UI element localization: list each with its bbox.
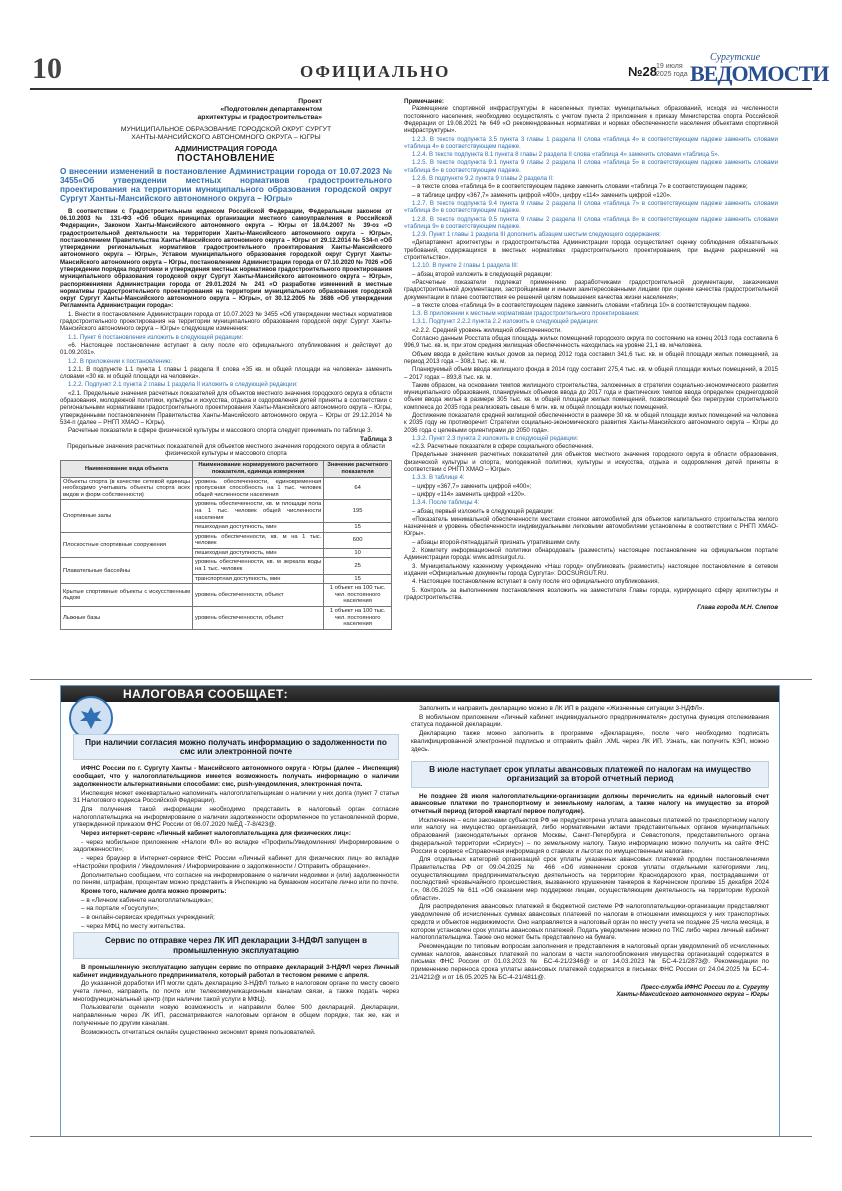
table-cell: 15 xyxy=(324,523,392,533)
clause: 4. Настоящее постановление вступает в силу после его официального опубликования. xyxy=(412,578,660,586)
table-cell: 10 xyxy=(324,548,392,558)
table-subtitle: Предельные значения расчетных показателей для объектов местного значения городского округа в области физической культуры и массового спорта xyxy=(67,442,385,458)
clause: – в таблице цифру «367,7» заменить цифрой «400», цифру «114» заменить цифрой «120». xyxy=(412,191,672,199)
article-title: Сервис по отправке через ЛК ИП декларации 3-НДФЛ запущен в промышленную эксплуатацию xyxy=(73,932,399,958)
article-title: При наличии согласия можно получать информацию о задолженности по смс или электронной почте xyxy=(73,734,399,760)
table-cell: уровень обеспеченности, единовременная пропускная способность на 1 тыс. человек общей численности населения xyxy=(193,477,324,500)
table-header-cell: Значение расчетного показателя xyxy=(324,461,392,477)
clause: «2.1. Предельные значения расчетных показателей для объектов местного значения городского округа в области образования, молодежной политики, культуры и искусства, отдыха и оздоровления детей приняты в соответствии с региональными нормативами градостроительного проектирования Ханты-Мансийского автономного округа – Югры, утвержденными постановлением Правительства Ханты-Мансийского автономного округа – Югры от 29.12.2014 № 534-п (далее – РНГП ХМАО – Югры). xyxy=(60,389,392,426)
table-cell: Лыжные базы xyxy=(61,607,193,630)
table-header-row xyxy=(61,461,392,477)
clause: Размещение спортивной инфраструктуры в населенных пунктах муниципальных образований, исходя из численности постоянного населения, необходимо осуществлять с учетом пункта 2 приложения к приказу Министерства спорта Российской Федерации от 19.08.2021 № 649 «О рекомендованных нормативах и нормах обеспеченности населения объектами спортивной инфраструктуры». xyxy=(404,105,778,135)
table-cell: уровень обеспеченности, кв. м зеркала воды на 1 тыс. человек xyxy=(193,558,324,574)
clause: Объем ввода в действие жилых домов за период 2012 года составил 341,6 тыс. кв. м общей площади жилых помещений, за период 2013 года – 308,1 тыс. кв. м. xyxy=(404,350,778,365)
clause: «Департамент архитектуры и градостроительства Администрации города осуществляет оценку соблюдения обязательных требований, содержащихся в местных нормативах градостроительного проектирования, при выдаче разрешений на строительство». xyxy=(404,239,778,262)
clause: «2.2.2. Средний уровень жилищной обеспеченности. xyxy=(412,326,562,334)
clause: 1.2.7. В тексте подпункта 9.4 пункта 9 главы 2 раздела II слова «таблица 7» в соответствующем падеже заменить словами «таблица 8» в соответствующем падеже. xyxy=(404,199,778,215)
table-cell: 600 xyxy=(324,532,392,548)
article-paragraph: Возможность отчитаться онлайн существенно экономит время пользователей. xyxy=(81,1028,316,1036)
list-item: - через браузер в Интернет-сервисе ФНС России «Личный кабинет для физических лиц» во вкладке «Настройки профиля / Уведомления / Информирование о задолженности / Отправить обращение». xyxy=(73,855,399,870)
clause: 1. Внести в постановление Администрации города от 10.07.2023 № 3455 «Об утверждении местных нормативов градостроительного проектирования на территории муниципального образования городской округ Сургут Ханты-Мансийского автономного округа – Югры» следующие изменения: xyxy=(60,310,392,333)
article-paragraph: Декларацию также можно заполнить в программе «Декларация», после чего необходимо подписать квалифицированной электронной подписью и отправить файл .XML через ЛК ИП. Узнать, как получить КЭП, можно здесь. xyxy=(411,730,769,753)
table-cell: пешеходная доступность, мин xyxy=(193,523,324,533)
note-title: Примечание: xyxy=(404,98,444,105)
list-item: - через мобильное приложение «Налоги ФЛ» во вкладке «Профиль/Уведомления/ Информирование о задолженности»; xyxy=(73,838,399,854)
article-lead: В промышленную эксплуатацию запущен сервис по отправке деклараций 3-НДФЛ через Личный кабинет индивидуального предпринимателя, который работал в тестовом режиме с апреля. xyxy=(73,963,399,979)
table-cell: Крытые спортивные объекты с искусственным льдом xyxy=(61,584,193,607)
article-paragraph: Для получения такой информации необходимо представить в налоговый орган согласие налогоплательщика на информирование о наличии задолженности оформленное по установленной форме, утвержденной приказом ФНС России от 06.07.2020 №ЕД -7-8/423@. xyxy=(73,805,399,829)
tax-column-left xyxy=(73,732,399,1132)
norms-table xyxy=(60,460,392,629)
article-paragraph: Исключение – если законами субъектов РФ не предусмотрена уплата авансовых платежей по транспортному налогу или налогу на имущество организаций, либо нормативными актами представительных органов муниципальных образований (законодательных органов Москвы, Санкт-Петербурга и Севастополя, представительного органа федеральной территории «Сириус») – по земельному налогу. Такую информацию можно получить на сайте ФНС России в сервисе «Справочная информация о ставках и льготах по имущественным налогам». xyxy=(411,816,769,855)
clause: Планируемый объем ввода жилищного фонда в 2014 году составит 275,4 тыс. кв. м общей площади жилых помещений, в 2015 – 2017 годах – 893,8 тыс. кв. м. xyxy=(404,366,778,381)
clause: Достижение показателя средней жилищной обеспеченности в размере 30 кв. м общей площади жилых помещений на человека к 2035 году не противоречит Стратегии социально-экономического развития Ханты-Мансийского автономного округа – Югры до 2036 года с целевыми ориентирами до 2050 года». xyxy=(404,411,778,434)
clause: 3. Муниципальному казенному учреждению «Наш город» опубликовать (разместить) настоящее постановление в сетевом издании «Официальные документы города Сургута»: DOCSURGUT.RU. xyxy=(404,562,778,577)
clause: 2. Комитету информационной политики обнародовать (разместить) настоящее постановление на официальном портале Администрации города: www.admsurgut.ru. xyxy=(404,547,778,562)
table-cell: пешеходная доступность, мин xyxy=(193,548,324,558)
table-cell: транспортная доступность, мин xyxy=(193,574,324,584)
section-divider xyxy=(30,679,812,680)
signature: Глава города М.Н. Слепов xyxy=(697,604,778,612)
clause: Расчетные показатели в сфере физической культуры и массового спорта следует принимать по таблице 3. xyxy=(68,427,373,435)
clause: 1.2.1. В подпункте 1.1 пункта 1 главы 1 раздела II слова «35 кв. м общей площади на человека» заменить словами «30 кв. м общей площади на человека». xyxy=(60,365,392,381)
clause: – абзац первый изложить в следующей редакции: xyxy=(412,507,554,515)
table-cell: Объекты спорта (в качестве сетевой единицы необходимо учитывать объекты спорта всех видов и форм собственности) xyxy=(61,477,193,500)
table-cell: 1 объект на 100 тыс. чел. постоянного населения xyxy=(324,584,392,607)
issue-date: 19 июля 2025 года xyxy=(656,63,688,78)
clause: 1.3.3. В таблице 4: xyxy=(412,474,465,482)
clause: – цифру «114» заменить цифрой «120». xyxy=(412,490,526,498)
clause: 1.3.2. Пункт 2.3 пункта 2 изложить в следующей редакции: xyxy=(412,434,579,442)
table-cell: 64 xyxy=(324,477,392,500)
article-paragraph: Дополнительно сообщаем, что согласие на информирование о наличии недоимки и (или) задолженности по пеням, штрафам, процентам можно представить в Инспекцию на бумажном носителе лично или по почте. xyxy=(73,871,399,887)
clause: 1.2. В приложении к постановлению: xyxy=(68,357,173,365)
footer-rule xyxy=(30,1136,812,1137)
article-paragraph: Кроме того, наличие долга можно проверить: xyxy=(81,887,227,895)
table-header-cell: Наименование вида объекта xyxy=(61,461,193,477)
clause: «Расчетные показатели подлежат применению разработчиками градостроительной документации, заказчиками градостроительной документации, застройщиками и иными заинтересованными лицами при оценке качества градостроительной документации в плане соответствия ее решений целям повышения качества жизни населения»; xyxy=(404,278,778,301)
clause: 1.1. Пункт 6 постановления изложить в следующей редакции: xyxy=(68,333,244,341)
table-header-cell: Наименование нормируемого расчетного показателя, единица измерения xyxy=(193,461,324,477)
table-row xyxy=(61,500,392,523)
issue-number: №28 xyxy=(628,64,657,79)
clause: «2.3. Расчетные показатели в сфере социального обеспечения. xyxy=(412,443,594,451)
list-item: – на портале «Госуслуги»; xyxy=(81,905,159,913)
clause: 5. Контроль за выполнением постановления возложить на заместителя Главы города, курирующего сферу архитектуры и градостроительства. xyxy=(404,586,778,601)
article-lead: Не позднее 28 июля налогоплательщики-организации должны перечислить на единый налоговый счет авансовые платежи по транспортному и земельному налогам, а также налогу на имущество за второй отчетный период (второй квартал/ первое полугодие). xyxy=(411,792,769,816)
tax-column-right xyxy=(411,686,769,1132)
table-cell: 25 xyxy=(324,558,392,574)
list-item: – через МФЦ по месту жительства. xyxy=(81,922,186,930)
municipality: МУНИЦИПАЛЬНОЕ ОБРАЗОВАНИЕ ГОРОДСКОЙ ОКРУГ СУРГУТ ХАНТЫ-МАНСИЙСКОГО АВТОНОМНОГО ОКРУГА – ЮГРЫ xyxy=(120,126,332,141)
table-cell: Плавательные бассейны xyxy=(61,558,193,584)
tax-section xyxy=(60,685,780,1137)
table-cell: уровень обеспеченности, кв. м площади пола на 1 тыс. человек общей численности населения xyxy=(193,500,324,523)
decree-column-left xyxy=(60,98,392,676)
table-row xyxy=(61,532,392,548)
article-lead: ИФНС России по г. Сургуту Ханты - Мансийского автономного округа - Югры (далее – Инспекция) сообщает, что у налогоплательщиков имеется возможность получать информацию о наличии задолженности альтернативными способами: смс, push-уведомления, электронная почта. xyxy=(73,765,399,788)
table-row xyxy=(61,558,392,574)
clause: 1.2.5. В тексте подпункта 9.1 пункта 9 главы 2 раздела II слова «таблица 5» в соответствующем падеже заменить словами «таблица 6» в соответствующем падеже. xyxy=(404,159,778,174)
clause: – в тексте слова «таблица 9» в соответствующем падеже заменить словами «таблица 10» в соответствующем падеже. xyxy=(412,301,752,309)
article-paragraph: Пользователи оценили новую возможность и направили более 500 деклараций. Декларации, направленные через ЛК ИП, рассматриваются налоговым органом в общем порядке, так же, как и полученные по другим каналам. xyxy=(73,1004,399,1027)
project-note: Проект «Подготовлен департаментом архитектуры и градостроительства» xyxy=(197,98,322,121)
table-cell: 15 xyxy=(324,574,392,584)
table-cell: Плоскостные спортивные сооружения xyxy=(61,532,193,558)
clause: 1.3.4. После таблицы 4: xyxy=(412,499,480,507)
preamble: В соответствии с Градостроительным кодексом Российской Федерации, Федеральным законом от 06.10.2003 № 131-ФЗ «Об общих принципах организации местного самоуправления в Российской Федерации», Законом Ханты-Мансийского автономного округа – Югры от 18.04.2007 № 39-оз «О градостроительной деятельности на территории Ханты-Мансийского автономного округа – Югры», постановлением Правительства Ханты-Мансийского автономного округа – Югры от 29.12.2014 № 534-п «Об утверждении региональных нормативов градостроительного проектирования Ханты-Мансийского автономного округа – Югры», Уставом муниципального образования городской округ Сургут Ханты-Мансийского автономного округа – Югры, постановлением Администрации города от 07.10.2020 № 7026 «Об утверждении порядка подготовки и утверждения местных нормативов градостроительного проектирования муниципального образования городской округ Сургут Ханты-Мансийского автономного округа – Югры», распоряжениями Администрации города от 29.01.2024 № 241 «О разработке изменений в местные нормативы градостроительного проектирования на территории муниципального образования городской округ Сургут Ханты-Мансийского автономного округа – Югры», от 30.12.2005 № 3686 «Об утверждении Регламента Администрации города»: xyxy=(60,207,392,310)
article-paragraph: Через интернет-сервис «Личный кабинет налогоплательщика для физических лиц»: xyxy=(81,830,351,838)
clause: – абзацы второй-пятнадцатый признать утратившими силу. xyxy=(412,538,581,546)
tax-banner-title: НАЛОГОВАЯ СООБЩАЕТ: xyxy=(123,687,289,701)
table-cell: уровень обеспеченности, объект xyxy=(193,584,324,607)
clause: 1.2.8. В тексте подпункта 9.5 пункта 9 главы 2 раздела II слова «таблица 8» в соответствующем падеже заменить словами «таблица 9» в соответствующем падеже. xyxy=(404,215,778,230)
list-item: – в онлайн-сервисах кредитных учреждений; xyxy=(81,914,215,922)
decree-title: ПОСТАНОВЛЕНИЕ xyxy=(177,153,275,165)
clause: 1.3.1. Подпункт 2.2.2 пункта 2.2 изложить в следующей редакции: xyxy=(412,318,599,326)
article-paragraph: Для отдельных категорий организаций срок уплаты указанных авансовых платежей продлен постановлениями Правительства РФ от 09.04.2025 № 466 «Об изменении сроков уплаты отдельными категориями лиц, осуществляющими предпринимательскую деятельность на территории Краснодарского края, пострадавшими от последствий чрезвычайного происшествия, вызванного крушением танкеров в Керченском проливе 15 декабря 2024 г.», 08.05.2025 № 611 «Об оказании мер поддержки лицам, осуществляющим деятельность на территории Курской области». xyxy=(411,856,769,902)
header-rule xyxy=(30,88,812,90)
clause: 1.2.6. В подпункте 9.2 пункта 9 главы 2 раздела II: xyxy=(412,175,554,183)
clause: – абзац второй изложить в следующей редакции: xyxy=(412,270,553,278)
table-row xyxy=(61,477,392,500)
clause: Согласно данным Росстата общая площадь жилых помещений городского округа по состоянию на конец 2013 года составила 6 996,9 тыс. кв. м, при этом средняя жилищная обеспеченность находилась на уровне 21,1 кв. м/человека. xyxy=(404,335,778,350)
clause: Таким образом, на основании темпов жилищного строительства, заложенных в стратегии социально-экономического развития муниципального образования, планируемых объемов ввода до 2017 года и фактических темпов ввода определен среднегодовой объем ввода жилья в размере 305 тыс. кв. м общей площади жилых помещений, позволяющий без перегрузки строительного комплекса до 2035 года реализовать свыше 6 млн. кв. м общей площади жилых помещений. xyxy=(404,381,778,411)
administration: АДМИНИСТРАЦИЯ ГОРОДА xyxy=(174,144,278,153)
table-cell: 1 объект на 100 тыс. чел. постоянного населения xyxy=(324,607,392,630)
article-paragraph: В мобильном приложении «Личный кабинет индивидуального предпринимателя» доступна функция отслеживания статуса поданной декларации. xyxy=(411,713,769,729)
article-paragraph: Инспекция может ежеквартально напоминать налогоплательщикам о наличии у них долга (пункт 7 статьи 31 Налогового кодекса Российской Федерации). xyxy=(73,789,399,805)
article-paragraph: До указанной доработки ИП могли сдать декларацию 3-НДФЛ только в налоговом органе по месту своего учета лично, направить по почте или телекоммуникационным каналам связи, а также подать через многофункциональный центр (при наличии такой услуги в МФЦ). xyxy=(73,980,399,1003)
article-title: В июле наступает срок уплаты авансовых платежей по налогам на имущество организаций за второй отчетный период xyxy=(411,761,769,787)
clause: 1.2.4. В тексте подпункта 8.1 пункта 8 главы 2 раздела II слова «таблица 4» заменить словами «таблица 5». xyxy=(412,151,720,159)
article-paragraph: Для распределения авансовых платежей в бюджетной системе РФ налогоплательщики-организации представляют уведомление об исчисленных суммах авансовых платежей по налогам в отношении имеющихся у них транспортных средств и объектов недвижимости. Оно направляется в налоговый орган по месту учета не позднее 25 числа месяца, в котором установлен срок уплаты авансовых платежей. Подать уведомление можно по ТКС либо через личный кабинет налогоплательщика. Также оно может быть представлено на бумаге. xyxy=(411,903,769,942)
eagle-icon xyxy=(77,704,105,732)
clause: – в тексте слова «таблица 6» в соответствующем падеже заменить словами «таблица 7» в соответствующем падеже; xyxy=(412,183,748,191)
list-item: – в «Личном кабинете налогоплательщика»; xyxy=(81,896,213,904)
clause: 1.2.9. Пункт 1 главы 1 раздела III дополнить абзацем шестым следующего содержания: xyxy=(412,231,661,239)
clause: 1.2.10. В пункте 2 главы 1 раздела III: xyxy=(412,262,519,270)
clause: Предельные значения расчетных показателей для объектов местного значения городского округа в области образования, физической культуры и спорта, молодежной политики, культуры и искусства, отдыха и оздоровления детей приняты в соответствии с РНГП ХМАО – Югры». xyxy=(404,451,778,474)
clause: 1.3. В приложении к местным нормативам градостроительного проектирования: xyxy=(412,310,640,318)
decree-column-right xyxy=(404,98,778,676)
table-row xyxy=(61,584,392,607)
table-row xyxy=(61,607,392,630)
article-paragraph: Заполнить и направить декларацию можно в ЛК ИП в разделе «Жизненные ситуации 3-НДФЛ». xyxy=(419,705,705,712)
rubric-title: ОФИЦИАЛЬНО xyxy=(300,62,451,81)
press-credit: Пресс-служба ИФНС России по г. Сургуту Ханты-Мансийского автономного округа – Югры xyxy=(616,984,769,998)
clause: «6. Настоящее постановление вступает в силу после его официального опубликования и действует до 01.09.2031». xyxy=(60,341,392,357)
clause: 1.2.3. В тексте подпункта 3.5 пункта 3 главы 1 раздела II слова «таблица 4» в соответствующем падеже заменить словами «таблица 4» в соответствующем падеже. xyxy=(404,135,778,150)
page-number: 10 xyxy=(32,52,62,85)
clause: – цифру «367,7» заменить цифрой «400»; xyxy=(412,482,532,490)
table-caption: Таблица 3 xyxy=(360,435,392,443)
decree-subject: О внесении изменений в постановление Администрации города от 10.07.2023 № 3455«Об утверждении местных нормативов градостроительного проектирования на территории муниципального образования городской округ Сургут Ханты-Мансийского автономного округа – Югры» xyxy=(60,166,392,204)
table-cell: уровень обеспеченности, кв. м на 1 тыс. человек xyxy=(193,532,324,548)
table-cell: Спортивные залы xyxy=(61,500,193,532)
table-cell: 195 xyxy=(324,500,392,523)
clause: «Показатель минимальной обеспеченности местами стоянки автомобилей для объектов капитального строительства жилого назначения и уровень обеспеченности индивидуальными легковыми автомобилями установлены в соответствии с РНГП ХМАО-Югры». xyxy=(404,515,778,538)
article-paragraph: Рекомендации по типовым вопросам заполнения и представления в налоговый орган уведомлений об исчисленных суммах налогов, авансовых платежей по налогам в части налогообложения имущества организаций содержатся в письмах ФНС России от 01.03.2023 № БС-4-21/2346@ и от 14.03.2023 № БС-4-21/2873@. Рекомендации по применению переноса срока уплаты авансовых платежей содержатся в письмах ФНС России от 24.04.2025 № БС-4-21/4212@ и от 16.05.2025 № БС-4-21/4811@. xyxy=(411,942,769,981)
page-header xyxy=(30,52,829,88)
table-cell: уровень обеспеченности, объект xyxy=(193,607,324,630)
clause: 1.2.2. Подпункт 2.1 пункта 2 главы 1 раздела II изложить в следующей редакции: xyxy=(68,381,298,389)
newspaper-logo: Сургутские ВЕДОМОСТИ xyxy=(690,52,829,86)
